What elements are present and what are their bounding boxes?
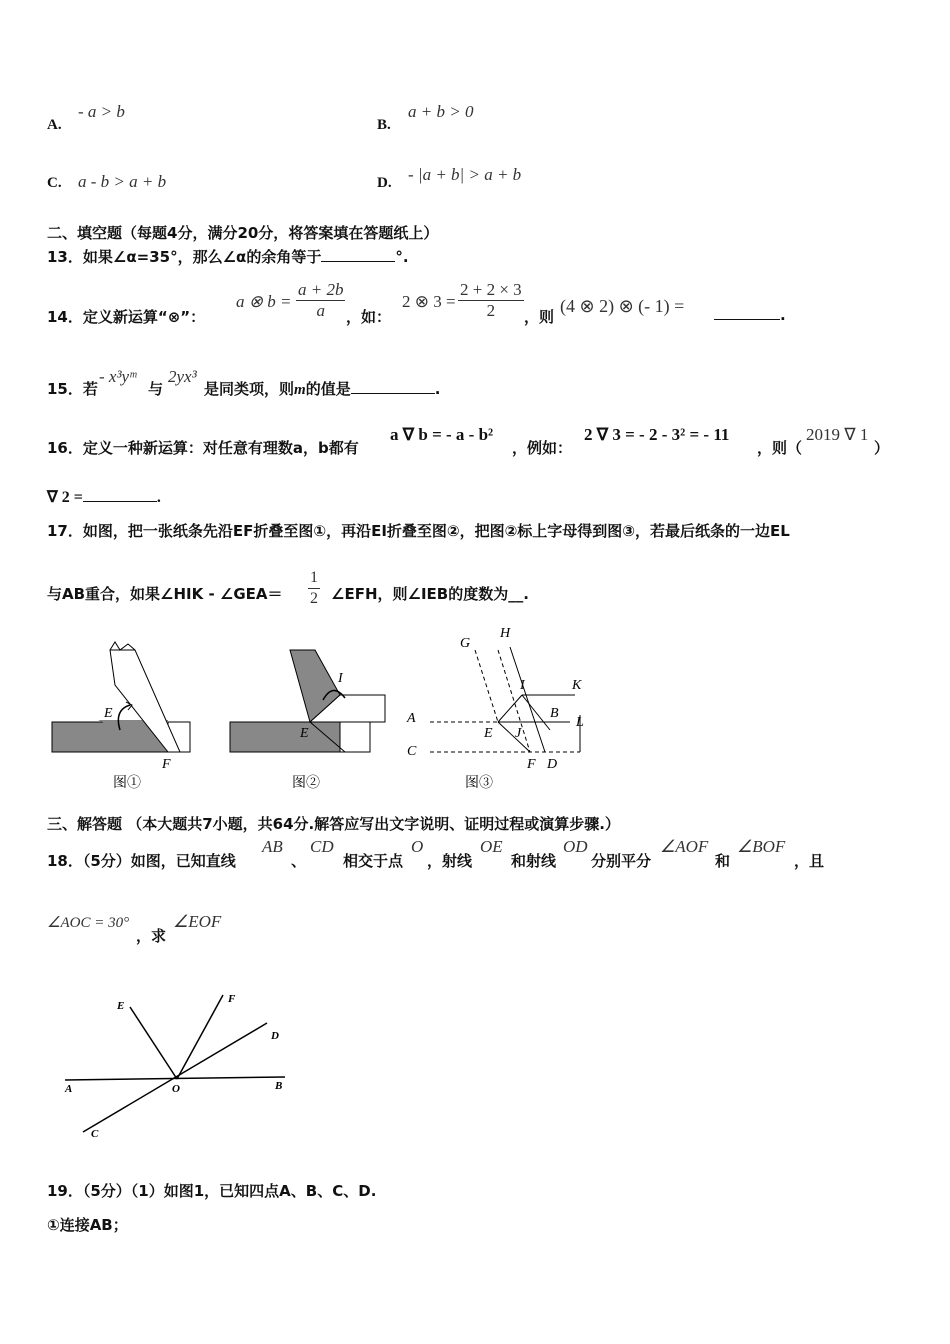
q18-mid1: 相交于点: [343, 852, 404, 870]
fig2-horizontal-strip: [230, 722, 340, 752]
q16-example: 2 ∇ 3 = - 2 - 3² = - 11: [584, 425, 730, 444]
fig3-label-j: J: [515, 726, 522, 741]
q18-sep: 、: [291, 852, 307, 870]
fig18-label-d: D: [271, 1030, 279, 1042]
figure-3: [406, 626, 584, 791]
q14-mid: ，如：: [346, 308, 392, 326]
q18-od: OD: [563, 837, 588, 856]
q14-ex-den: 2: [486, 301, 496, 320]
q17-line1: 17．如图，把一张纸条先沿EF折叠至图①，再沿EI折叠至图②，把图②标上字母得到图③，若最后纸条的一边EL: [47, 522, 790, 540]
q18-mid3: 和射线: [511, 852, 557, 870]
fig2-label-i: I: [338, 671, 343, 686]
q15-suffix: 是同类项，则: [204, 380, 295, 398]
q15-rest: [204, 378, 440, 399]
q19-line2: ①连接AB；: [47, 1216, 128, 1234]
q14-def-num: a + 2b: [298, 280, 344, 299]
option-c-expr: a - b > a + b: [78, 172, 167, 191]
q16-end: .: [156, 489, 161, 506]
fig1-label-f: F: [162, 757, 171, 772]
q16-blank: [83, 501, 157, 502]
q18-o: O: [411, 837, 424, 856]
q17-frac: [308, 568, 320, 609]
q15-term2: 2yx³: [168, 367, 197, 386]
fig3-label-f: F: [527, 757, 536, 772]
q16-close: ）: [874, 439, 890, 457]
section2-title: 二、填空题（每题4分，满分20分，将答案填在答题纸上）: [47, 224, 439, 242]
q14-end: .: [780, 306, 786, 324]
option-b-expr: a + b > 0: [408, 102, 474, 121]
q18-mid4: 分别平分: [591, 852, 652, 870]
q16-line2: [47, 487, 161, 507]
q14-ex-frac: [458, 280, 524, 321]
q18-aof: ∠AOF: [660, 837, 709, 856]
q13: [47, 246, 409, 267]
option-d-label: D.: [377, 175, 392, 191]
option-a-label: A.: [47, 117, 62, 133]
q15-prefix: 15．若: [47, 380, 98, 398]
figure-2: [230, 650, 385, 791]
option-a-expr: - a > b: [78, 102, 125, 121]
fig1-label-e: E: [104, 706, 113, 721]
q15-blank: [351, 393, 435, 394]
figure-1: [52, 642, 190, 791]
q17-frac-den: 2: [310, 590, 318, 607]
fig3-label-i: I: [520, 678, 525, 693]
q14-blank: [714, 319, 780, 320]
q18-cd: CD: [310, 837, 334, 856]
q18-oe: OE: [480, 837, 503, 856]
fig3-label-g: G: [460, 636, 471, 651]
q18-figure: [55, 985, 305, 1145]
fig18-label-f: F: [228, 993, 236, 1005]
q13-blank: [321, 261, 395, 262]
q14-def-lhs: a ⊗ b =: [236, 292, 292, 311]
fig3-caption: 图③: [465, 776, 493, 791]
fig2-strip-end: [340, 722, 370, 752]
fig1-torn-edge: [110, 642, 135, 650]
q17-line2b: ∠EFH，则∠IEB的度数为__.: [331, 585, 529, 603]
q15-mid: 与: [148, 380, 164, 398]
q14-expr: (4 ⊗ 2) ⊗ (- 1) =: [560, 296, 685, 316]
q14-prefix: 14．定义新运算“⊗”：: [47, 308, 206, 326]
q16-mid: ，例如：: [512, 439, 573, 457]
q17-line2a: 与AB重合，如果∠HIK - ∠GEA＝: [47, 585, 283, 603]
fig3-label-a: A: [407, 711, 416, 726]
q17-frac-num: 1: [308, 568, 320, 589]
option-c-label: C.: [47, 175, 62, 191]
q14-ex-num: 2 + 2 × 3: [460, 280, 522, 299]
fig18-label-a: A: [65, 1083, 73, 1095]
q14-ex-lhs: 2 ⊗ 3 =: [402, 292, 456, 311]
q18-prefix: 18．（5分）如图，已知直线: [47, 852, 236, 870]
fig18-label-b: B: [275, 1080, 283, 1092]
fig3-label-k: K: [572, 678, 582, 693]
q13-text: 13．如果∠α=35°，那么∠α的余角等于: [47, 248, 322, 266]
q17-figures: [40, 625, 600, 800]
fig18-label-o: O: [172, 1083, 180, 1095]
q15-suffix2: 的值是: [305, 380, 351, 398]
fig3-label-b: B: [550, 706, 559, 721]
q14-then: ，则: [524, 308, 555, 326]
q18-eof: ∠EOF: [173, 912, 222, 931]
option-b-label: B.: [377, 117, 391, 133]
q19-line1: 19．（5分）（1）如图1，已知四点A、B、C、D.: [47, 1182, 377, 1200]
q13-end: °.: [395, 248, 409, 266]
q18-end: ，且: [794, 852, 825, 870]
fig1-caption: 图①: [113, 776, 141, 791]
option-d-expr: - |a + b| > a + b: [408, 165, 522, 184]
fig18-label-e: E: [117, 1000, 125, 1012]
fig3-label-d: D: [547, 757, 558, 772]
fig18-ray-of: [177, 995, 223, 1079]
fig18-label-c: C: [91, 1128, 99, 1140]
q18-ask: ，求: [136, 927, 167, 945]
q18-ab: AB: [262, 837, 283, 856]
q18-bof: ∠BOF: [737, 837, 786, 856]
fig3-label-c: C: [407, 744, 417, 759]
fig2-caption: 图②: [292, 776, 320, 791]
q16-expr: 2019 ∇ 1: [806, 425, 869, 444]
section3-title: 三、解答题 （本大题共7小题，共64分.解答应写出文字说明、证明过程或演算步骤.）: [47, 815, 620, 833]
q16-def: a ∇ b = - a - b²: [390, 425, 494, 444]
fig3-dash-g: [475, 650, 498, 722]
q16-line2-expr: ∇ 2 =: [47, 489, 83, 506]
q18-mid2: ，射线: [427, 852, 473, 870]
fig3-label-e: E: [484, 726, 493, 741]
q14-answer: [714, 306, 786, 324]
fig3-line-ei: [498, 695, 522, 722]
fig3-label-l: L: [576, 715, 584, 730]
q15-var: m: [294, 382, 306, 398]
q18-mid5: 和: [715, 852, 731, 870]
q14-def-den: a: [316, 301, 325, 320]
q16-then: ，则（: [757, 439, 803, 457]
q14-def-frac: [296, 280, 345, 321]
q15-term1: - x³yᵐ: [99, 367, 137, 386]
fig3-label-h: H: [500, 626, 511, 641]
q15-end: .: [434, 380, 441, 398]
fig2-label-e: E: [300, 726, 309, 741]
q16-prefix: 16．定义一种新运算：对任意有理数a，b都有: [47, 439, 359, 457]
q18-condition: ∠AOC = 30°: [47, 915, 130, 931]
fig18-ray-oe: [130, 1007, 177, 1079]
